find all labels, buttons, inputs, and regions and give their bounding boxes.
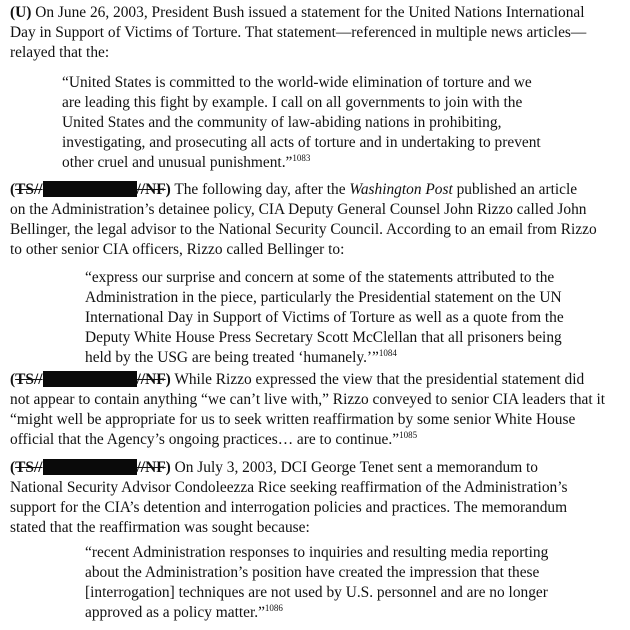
quote-2-line-2: Administration in the piece, particularly the Presidential statement on the UN	[85, 289, 562, 306]
quote-3-line-3: [interrogation] techniques are not used by U.S. personnel and are no longer	[85, 584, 548, 601]
paragraph-1-line-3: relayed that the:	[10, 44, 110, 61]
footnote-ref-1084: 1084	[378, 347, 397, 358]
paragraph-1-line-1: (U) On June 26, 2003, President Bush issued a statement for the United Nations International	[10, 4, 585, 21]
paragraph-3	[10, 370, 620, 450]
quote-1-line-5: other cruel and unusual punishment.”$^{1083}$	[62, 152, 311, 171]
block-quote-3	[85, 543, 595, 623]
block-quote-1	[62, 73, 582, 173]
paragraph-2-line-2: on the Administration’s detainee policy, CIA Deputy General Counsel John Rizzo called John	[10, 201, 587, 218]
footnote-ref-1083: 1083	[292, 152, 311, 163]
classification-marking: (TS// //NF)	[10, 371, 171, 388]
footnote-ref-1086: 1086	[264, 602, 283, 613]
paragraph-4-line-3: support for the CIA’s detention and interrogation policies and practices. The memorandum	[10, 499, 568, 516]
paragraph-3-line-1: (TS// //NF) While Rizzo expressed the view that the presidential statement did	[10, 371, 585, 388]
paragraph-2-line-3: Bellinger, the legal advisor to the National Security Council. According to an email from Rizzo	[10, 221, 597, 238]
quote-2-line-1: “express our surprise and concern at some of the statements attributed to the	[85, 269, 555, 286]
paragraph-4	[10, 458, 620, 538]
quote-1-line-1: “United States is committed to the world-wide elimination of torture and we	[62, 74, 532, 91]
quote-3-line-4: approved as a policy matter.”$^{1086}$	[85, 602, 283, 621]
publication-title: Washington Post	[349, 181, 453, 198]
paragraph-4-line-2: National Security Advisor Condoleezza Rice seeking reaffirmation of the Administration’s	[10, 479, 568, 496]
paragraph-4-line-4: stated that the reaffirmation was sought because:	[10, 519, 310, 536]
redaction-bar	[43, 371, 137, 387]
quote-1-line-2: are leading this fight by example. I call on all governments to join with the	[62, 94, 523, 111]
paragraph-2-line-1: (TS// //NF) The following day, after the Washington Post published an article	[10, 181, 578, 198]
quote-2-line-4: Deputy White House Press Secretary Scott McClellan that all prisoners being	[85, 329, 562, 346]
quote-1-line-4: investigating, and prosecuting all acts of torture and in undertaking to prevent	[62, 134, 541, 151]
block-quote-2	[85, 268, 595, 368]
redaction-bar	[43, 181, 137, 197]
quote-3-line-1: “recent Administration responses to inquiries and resulting media reporting	[85, 544, 549, 561]
quote-1-line-3: United States and the community of law-abiding nations in prohibiting,	[62, 114, 502, 131]
quote-2-line-5: held by the USG are being treated ‘humanely.’”$^{1084}$	[85, 347, 397, 366]
quote-2-line-3: International Day in Support of Victims of Torture as well as a quote from the	[85, 309, 564, 326]
paragraph-2-line-4: to other senior CIA officers, Rizzo called Bellinger to:	[10, 241, 345, 258]
footnote-ref-1085: 1085	[399, 429, 418, 440]
redaction-bar	[43, 459, 137, 475]
paragraph-3-line-3: “might well be appropriate for us to seek written reaffirmation by some senior White House	[10, 411, 576, 428]
paragraph-2	[10, 180, 620, 260]
paragraph-3-line-2: not appear to contain anything “we can’t live with,” Rizzo conveyed to senior CIA leaders that it	[10, 391, 606, 408]
paragraph-4-line-1: (TS// //NF) On July 3, 2003, DCI George Tenet sent a memorandum to	[10, 459, 539, 476]
quote-3-line-2: about the Administration’s position have created the impression that these	[85, 564, 540, 581]
classification-marking: (TS// //NF)	[10, 459, 171, 476]
classification-marking: (TS// //NF)	[10, 181, 171, 198]
paragraph-1	[10, 3, 620, 63]
paragraph-1-line-2: Day in Support of Victims of Torture. That statement—referenced in multiple news articles—	[10, 24, 587, 41]
paragraph-3-line-4: official that the Agency’s ongoing practices… are to continue.”$^{1085}$	[10, 429, 418, 448]
classification-marking: (U)	[10, 4, 32, 21]
